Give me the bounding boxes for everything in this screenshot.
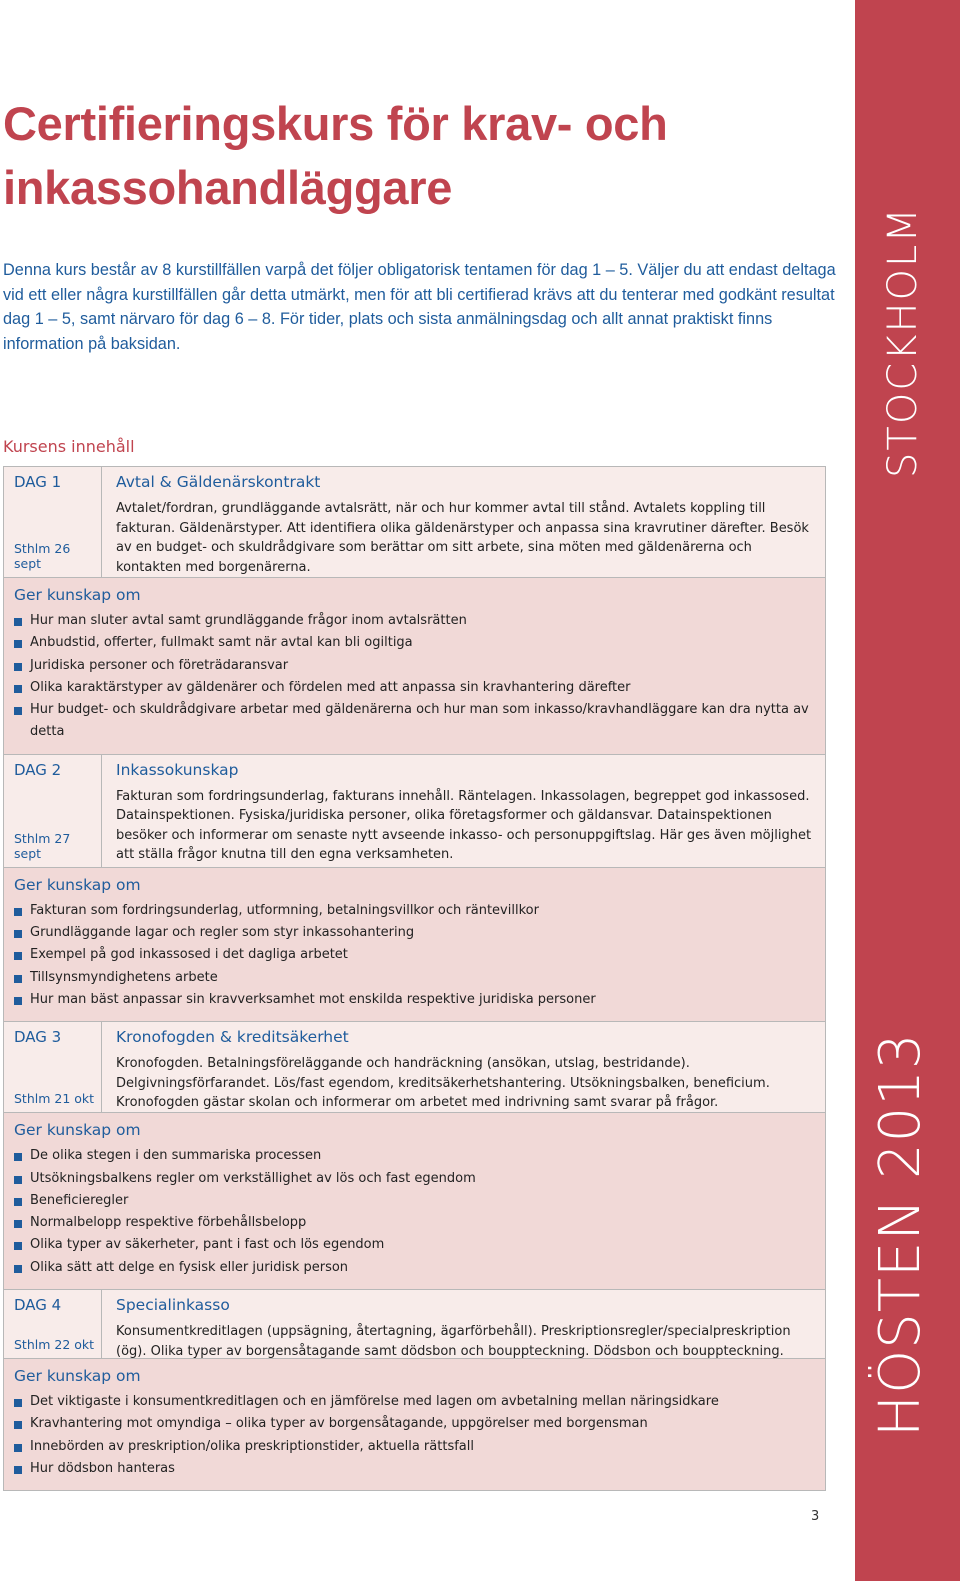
day-3-description: Kronofogden. Betalningsföreläggande och handräckning (ansökan, utslag, bestridande). Delgivningsförfarandet. Lös/fast egendom, kreditsäkerhetshantering. Utsökningsbalken, beneficium. Kronofogden gästar skolan och informerar om arbetet med indrivning samt svarar på frågor. [116, 1056, 770, 1111]
intro-paragraph: Denna kurs består av 8 kurstillfällen varpå det följer obligatorisk tentamen för dag 1 – 5. Väljer du att endast deltaga vid ett eller några kurstillfällen går detta utmärkt, men för att bli certifierad krävs att du tenterar med godkänt resultat dag 1 – 5, samt närvaro för dag 6 – 8. För tider, plats och sista anmälningsdag och allt annat praktiskt finns information på baksidan. [3, 261, 836, 353]
kunskap-list [14, 1391, 815, 1480]
day-4-left [4, 1290, 102, 1358]
day-1-header [3, 466, 826, 577]
list-item: Normalbelopp respektive förbehållsbelopp [14, 1212, 815, 1234]
day-4-header [3, 1289, 826, 1358]
day-4-label: DAG 4 [14, 1296, 62, 1315]
day-4-description: Konsumentkreditlagen (uppsägning, återtagning, ägarförbehåll). Preskriptionsregler/specialpreskription (ög). Olika typer av borgensåtagande samt dödsbon och bouppteckning. Dödsbon och bouppteckning. [116, 1324, 791, 1359]
sidebar-season: HÖSTEN 2013 [868, 1032, 933, 1437]
list-item: Beneficieregler [14, 1190, 815, 1212]
day-3-header [3, 1021, 826, 1112]
list-item: Olika typer av säkerheter, pant i fast och lös egendom [14, 1234, 815, 1256]
day-4-date: Sthlm 22 okt [14, 1337, 95, 1353]
day-3-left [4, 1022, 102, 1112]
day-2-description: Fakturan som fordringsunderlag, fakturans innehåll. Räntelagen. Inkassolagen, begreppet god inkassosed. Datainspektionen. Fysiska/juridiska personer, olika företagsformer och gäldansvar. Datainspektionen besöker och informerar om senaste nytt avseende inkasso- och personuppgiftslag. Här ges även möjlighet att ställa frågor knutna till den egna verksamheten. [116, 788, 812, 863]
kunskap-list [14, 610, 815, 744]
day-2-date: Sthlm 27 sept [14, 830, 71, 861]
day-2-label: DAG 2 [14, 760, 62, 779]
kunskap-title: Ger kunskap om [14, 875, 141, 894]
day-4-right [102, 1290, 825, 1358]
day-3-title: Kronofogden & kreditsäkerhet [116, 1028, 349, 1047]
page-number: 3 [811, 1509, 820, 1524]
kunskap-title: Ger kunskap om [14, 586, 141, 604]
day-1-label: DAG 1 [14, 473, 62, 491]
list-item: Olika karaktärstyper av gäldenärer och fördelen med att anpassa sin kravhantering därefter [14, 677, 815, 699]
day-2-left [4, 755, 102, 867]
list-item: Olika sätt att delge en fysisk eller juridisk person [14, 1257, 815, 1279]
list-item: Anbudstid, offerter, fullmakt samt när avtal kan bli ogiltiga [14, 632, 815, 654]
course-content [3, 466, 826, 1491]
kunskap-title: Ger kunskap om [14, 1367, 141, 1386]
list-item: Hur dödsbon hanteras [14, 1458, 815, 1480]
day-4-title: Specialinkasso [116, 1296, 230, 1315]
day-1-right [102, 467, 825, 577]
list-item: Utsökningsbalkens regler om verkställighet av lös och fast egendom [14, 1168, 815, 1190]
day-4-kunskap [3, 1358, 826, 1491]
day-3-kunskap [3, 1112, 826, 1289]
kunskap-list [14, 900, 815, 1011]
sidebar-city: STOCKHOLM [880, 206, 926, 478]
day-2-title: Inkassokunskap [116, 760, 239, 779]
kunskap-list [14, 1145, 815, 1279]
day-1-description: Avtalet/fordran, grundläggande avtalsrätt, när och hur kommer avtal till stånd. Avtalets koppling till fakturan. Gäldenärstyper. Att identifiera olika gäldenärstyper och anpassa sina kravrutiner därefter. Besök av en budget- och skuldrådgivare som berättar om sitt arbete, sina möten med gäldenärerna och kontakten med borgenärerna. [116, 501, 809, 575]
list-item: Kravhantering mot omyndiga – olika typer av borgensåtagande, uppgörelser med borgensman [14, 1413, 815, 1435]
kunskap-title: Ger kunskap om [14, 1121, 141, 1140]
list-item: De olika stegen i den summariska processen [14, 1145, 815, 1167]
day-3-right [102, 1022, 825, 1112]
page-title: Certifieringskurs för krav- och inkassohandläggare [3, 97, 668, 214]
day-1-date: Sthlm 26 sept [14, 541, 71, 571]
list-item: Grundläggande lagar och regler som styr inkassohantering [14, 922, 815, 944]
list-item: Hur budget- och skuldrådgivare arbetar med gäldenärerna och hur man som inkasso/kravhandläggare kan dra nytta av detta [14, 699, 815, 744]
list-item: Tillsynsmyndighetens arbete [14, 967, 815, 989]
list-item: Fakturan som fordringsunderlag, utformning, betalningsvillkor och räntevillkor [14, 900, 815, 922]
day-1-left [4, 467, 102, 577]
day-3-label: DAG 3 [14, 1028, 62, 1047]
day-2-right [102, 755, 825, 867]
list-item: Hur man sluter avtal samt grundläggande frågor inom avtalsrätten [14, 610, 815, 632]
list-item: Hur man bäst anpassar sin kravverksamhet mot enskilda respektive juridiska personer [14, 989, 815, 1011]
list-item: Exempel på god inkassosed i det dagliga arbetet [14, 944, 815, 966]
day-1-title: Avtal & Gäldenärskontrakt [116, 473, 321, 491]
day-2-header [3, 754, 826, 867]
day-1-kunskap [3, 577, 826, 754]
day-2-kunskap [3, 867, 826, 1021]
day-3-date: Sthlm 21 okt [14, 1091, 95, 1107]
section-heading: Kursens innehåll [3, 437, 135, 456]
list-item: Det viktigaste i konsumentkreditlagen och en jämförelse med lagen om avbetalning mellan näringsidkare [14, 1391, 815, 1413]
list-item: Innebörden av preskription/olika preskriptionstider, aktuella rättsfall [14, 1436, 815, 1458]
list-item: Juridiska personer och företrädaransvar [14, 655, 815, 677]
